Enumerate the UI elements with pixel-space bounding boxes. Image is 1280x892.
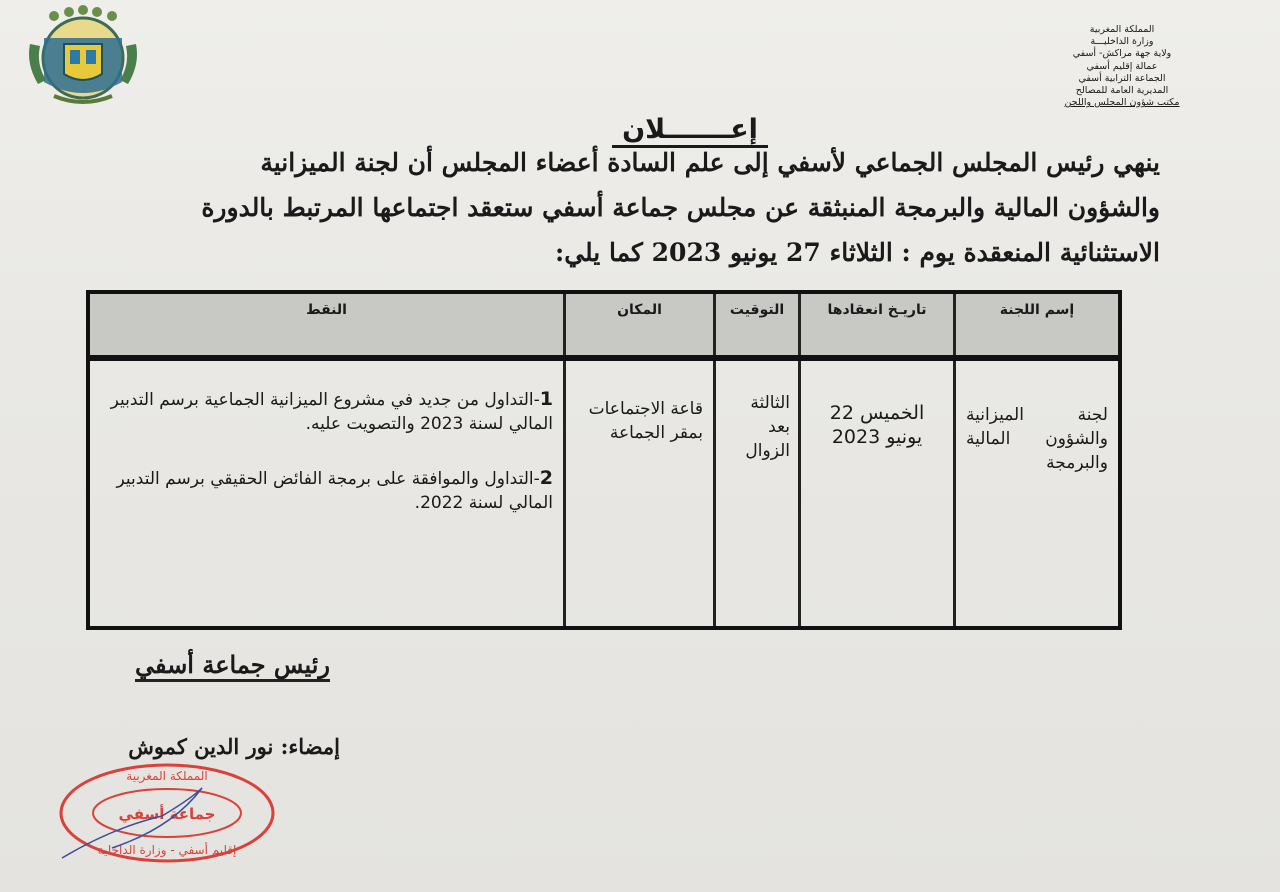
header-points: النقط [88,292,565,358]
header-date: تاريـخ انعقادها [800,292,955,358]
header-place: المكان [565,292,715,358]
table-row [88,358,1120,628]
stamp-top-text: المملكة المغربية [126,769,208,783]
meeting-table [86,290,1122,630]
municipal-coat-of-arms-icon [24,4,142,108]
signature-line: إمضاء: نور الدين كموش [128,734,340,759]
admin-line: المملكة المغربية [1089,24,1155,35]
table-header-row [88,292,1120,358]
agenda-point-number: 2 [539,467,553,489]
cell-date: الخميس 22 يونيو 2023 [800,358,955,628]
admin-line: وزارة الداخليـــة [1090,36,1154,48]
agenda-point [100,387,553,436]
agenda-point-number: 1 [539,388,553,410]
admin-line: ولاية جهة مراكش- أسفي [1072,48,1172,60]
announcement-body [10,140,1160,275]
admin-line: الجماعة الترابية أسفي [1078,72,1166,84]
admin-line: المديرية العامة للمصالح [1075,85,1169,97]
intro-line: والشؤون المالية والبرمجة المنبثقة عن مجلس جماعة أسفي ستعقد اجتماعها المرتبط بالدورة [201,193,1160,222]
president-title: رئيس جماعة أسفي [70,650,330,679]
header-time: التوقيت [715,292,800,358]
cell-place: قاعة الاجتماعات بمقر الجماعة [565,358,715,628]
agenda-point-text: -التداول من جديد في مشروع الميزانية الجماعية برسم التدبير المالي لسنة 2023 والتصويت عليه. [110,390,553,434]
agenda-point [100,466,553,515]
cell-points [88,358,565,628]
intro-line: الاستثنائية المنعقدة يوم : الثلاثاء 27 يونيو 2023 كما يلي: [554,238,1160,267]
cell-time: الثالثة بعد الزوال [715,358,800,628]
admin-line: مكتب شؤون المجلس واللجن [1064,97,1180,109]
stamp-bottom-text: إقليم أسفي - وزارة الداخلية [97,843,237,857]
admin-line: عمالة إقليم أسفي [1086,60,1158,72]
stamp-middle-text: جماعة أسفي [118,805,216,823]
announcement-title: إعـــــــلان [500,114,880,154]
official-stamp-icon [52,758,282,868]
header-committee-name: إسم اللجنة [955,292,1121,358]
cell-committee-name: لجنة الميزانية والشؤون المالية والبرمجة [955,358,1121,628]
agenda-point-text: -التداول والموافقة على برمجة الفائض الحقيقي برسم التدبير المالي لسنة 2022. [116,469,553,513]
administrative-header [1002,24,1242,109]
intro-line: ينهي رئيس المجلس الجماعي لأسفي إلى علم السادة أعضاء المجلس أن لجنة الميزانية [260,148,1160,177]
